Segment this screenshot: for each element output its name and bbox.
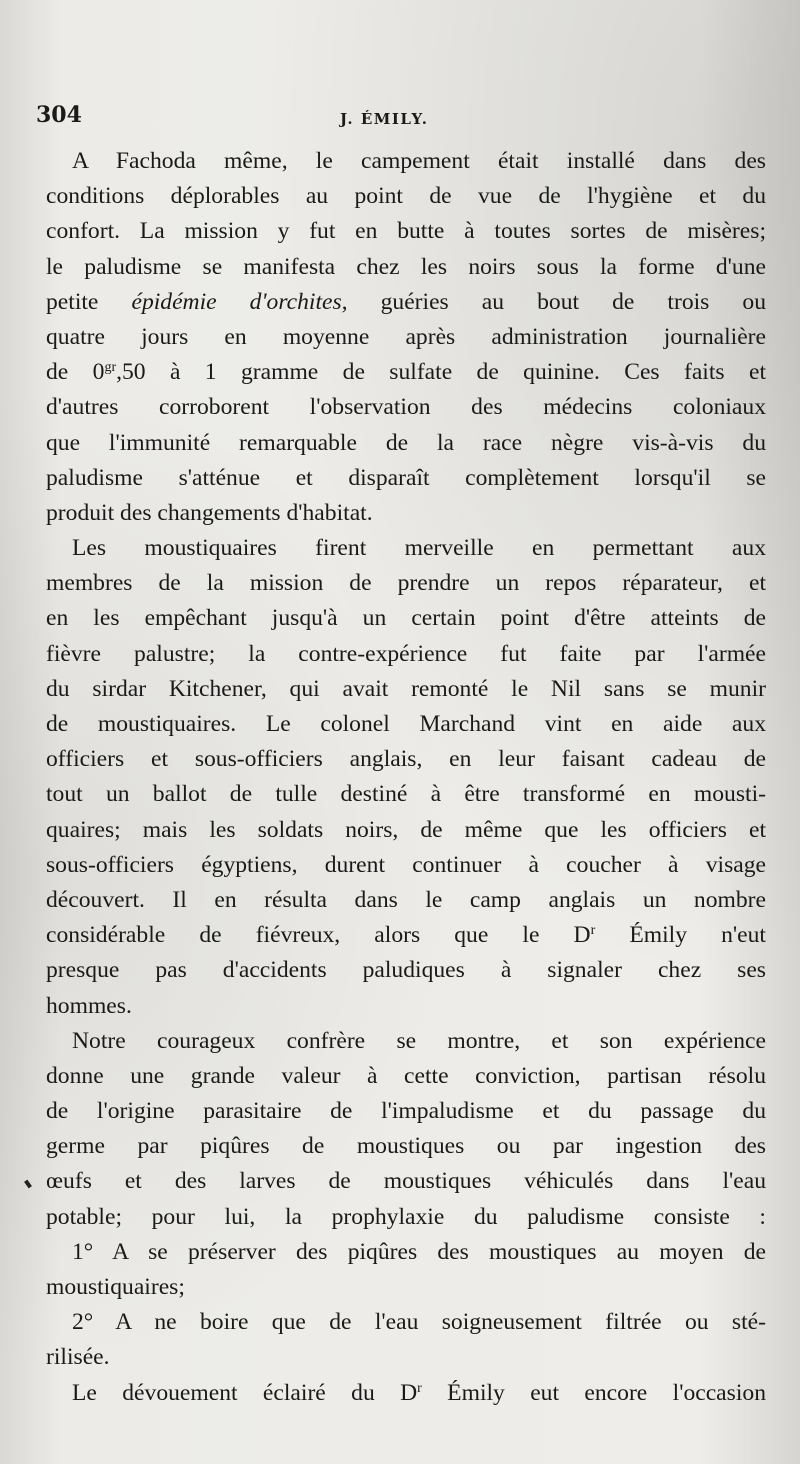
page-number: 304	[36, 102, 82, 128]
text-run: Le dévouement éclairé du D	[72, 1379, 418, 1406]
text-line: produit des changements d'habitat.	[46, 499, 373, 526]
text-line: de moustiquaires. Le colonel Marchand vint en aide aux	[46, 711, 766, 737]
text-line: du sirdar Kitchener, qui avait remonté le Nil sans se munir	[46, 675, 766, 702]
list-item-line: 2° A ne boire que de l'eau soigneusement filtrée ou sté-	[72, 1309, 766, 1336]
running-head: J. ÉMILY.	[340, 110, 429, 128]
text-run: ,50 à 1 gramme de sulfate de quinine. Ces faits et	[116, 359, 766, 386]
text-line	[46, 285, 766, 320]
text-run: guéries au bout de trois ou	[347, 288, 767, 315]
text-line: œufs et des larves de moustiques véhiculés dans l'eau	[46, 1168, 766, 1195]
superscript: r	[590, 923, 596, 939]
list-item-line: rilisée.	[46, 1344, 110, 1371]
text-line: de l'origine parasitaire de l'impaludisme et du passage du	[46, 1098, 766, 1125]
text-line: A Fachoda même, le campement était installé dans des	[72, 148, 766, 174]
superscript: r	[417, 1380, 422, 1396]
page-header	[36, 100, 766, 140]
text-line: donne une grande valeur à cette conviction, partisan résolu	[46, 1062, 766, 1089]
text-run: considérable de fiévreux, alors que le D	[46, 922, 591, 949]
text-run: Émily n'eut	[595, 922, 766, 949]
text-line: confort. La mission y fut en butte à toutes sortes de misères;	[46, 218, 766, 245]
ink-mark	[24, 1180, 32, 1189]
text-line	[46, 918, 766, 953]
text-line: en les empêchant jusqu'à un certain point d'être atteints de	[46, 605, 766, 632]
text-line: paludisme s'atténue et disparaît complètement lorsqu'il se	[46, 464, 766, 491]
text-line: Les moustiquaires firent merveille en permettant aux	[72, 535, 766, 562]
body-text	[46, 144, 766, 1411]
text-line: tout un ballot de tulle destiné à être transformé en mousti-	[46, 781, 766, 808]
text-line: sous-officiers égyptiens, durent continuer à coucher à visage	[46, 851, 766, 878]
text-line: conditions déplorables au point de vue de l'hygiène et du	[46, 183, 766, 210]
text-line: officiers et sous-officiers anglais, en leur faisant cadeau de	[46, 746, 766, 773]
text-line: le paludisme se manifesta chez les noirs sous la forme d'une	[46, 253, 766, 280]
text-line: membres de la mission de prendre un repos réparateur, et	[46, 570, 766, 597]
text-line: quatre jours en moyenne après administration journalière	[46, 323, 766, 350]
list-item-line: 1° A se préserver des piqûres des moustiques au moyen de	[72, 1238, 766, 1265]
text-line	[46, 355, 766, 390]
text-run: Émily eut encore l'occasion	[421, 1379, 766, 1406]
text-run: petite	[46, 288, 132, 315]
text-line: découvert. Il en résulta dans le camp anglais un nombre	[46, 886, 766, 913]
text-line: quaires; mais les soldats noirs, de même que les officiers et	[46, 816, 766, 843]
text-run: de 0	[46, 359, 105, 386]
italic-term: épidémie d'orchites,	[131, 288, 348, 315]
text-line: d'autres corroborent l'observation des médecins coloniaux	[46, 394, 766, 421]
superscript: gr	[104, 360, 117, 376]
text-line	[46, 1376, 766, 1411]
list-item-line: moustiquaires;	[46, 1274, 185, 1300]
text-line: fièvre palustre; la contre-expérience fut faite par l'armée	[46, 640, 766, 667]
text-line: que l'immunité remarquable de la race nègre vis-à-vis du	[46, 429, 766, 456]
text-line: germe par piqûres de moustiques ou par ingestion des	[46, 1133, 766, 1160]
text-line: potable; pour lui, la prophylaxie du paludisme consiste :	[46, 1203, 766, 1230]
text-line: hommes.	[46, 992, 132, 1019]
text-line: presque pas d'accidents paludiques à signaler chez ses	[46, 957, 766, 984]
text-line: Notre courageux confrère se montre, et son expérience	[72, 1027, 766, 1054]
